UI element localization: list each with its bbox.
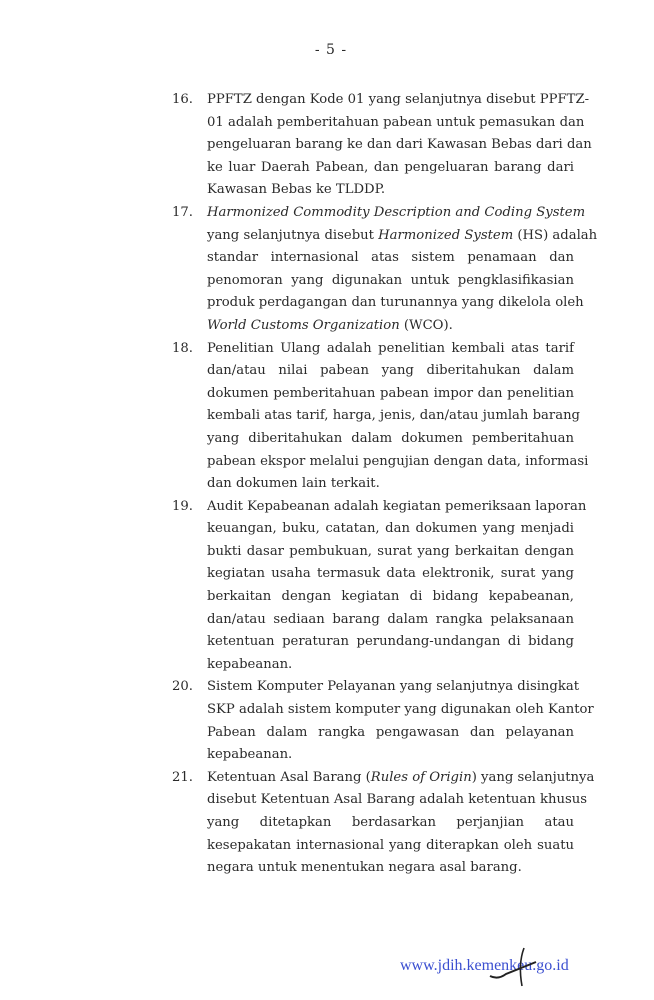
text-segment: Penelitian Ulang adalah penelitian kembali atas tarif (207, 340, 574, 356)
text-segment: kembali atas tarif, harga, jenis, dan/atau jumlah barang (207, 408, 581, 424)
definition-list (172, 89, 598, 880)
item-number: 19. (172, 498, 193, 514)
text-line (207, 270, 574, 293)
page-number: - 5 - (314, 42, 348, 58)
text-line (207, 315, 574, 338)
text-segment: PPFTZ dengan Kode 01 yang selanjutnya disebut PPFTZ- (207, 92, 590, 107)
list-item (172, 338, 589, 496)
text-segment: pabean ekspor melalui pengujian dengan data, informasi (207, 453, 589, 469)
text-segment: keuangan, buku, catatan, dan dokumen yang menjadi (207, 521, 574, 537)
text-line (207, 179, 574, 202)
text-segment: dan/atau sediaan barang dalam rangka pelaksanaan (207, 611, 574, 627)
text-segment: produk perdagangan dan turunannya yang dikelola oleh (207, 295, 584, 311)
signature-mark (488, 944, 548, 989)
text-segment: ke luar Daerah Pabean, dan pengeluaran barang dari (207, 159, 574, 175)
text-line (207, 857, 574, 880)
text-segment: Pabean dalam rangka pengawasan dan pelayanan (207, 724, 574, 740)
text-line (207, 338, 574, 361)
text-segment: ) yang selanjutnya (471, 769, 595, 785)
item-text (207, 496, 587, 677)
item-number: 18. (172, 340, 193, 356)
item-number: 17. (172, 204, 193, 220)
text-line (207, 812, 574, 835)
text-segment: pengeluaran barang ke dan dari Kawasan Bebas dari dan (207, 137, 592, 153)
text-line (207, 451, 589, 474)
list-item (172, 202, 598, 338)
text-line (207, 835, 574, 858)
text-line (207, 609, 574, 632)
text-line (207, 383, 574, 406)
text-line (207, 157, 574, 180)
text-segment: kesepakatan internasional yang diterapkan oleh suatu (207, 837, 574, 853)
text-line (207, 112, 585, 135)
text-segment: ketentuan peraturan perundang-undangan di bidang (207, 634, 574, 650)
text-line (207, 247, 574, 270)
item-text (207, 338, 589, 496)
item-text (207, 202, 598, 338)
text-line (207, 89, 590, 112)
text-line (207, 292, 584, 315)
text-segment: yang ditetapkan berdasarkan perjanjian atau (207, 815, 574, 830)
text-segment: SKP adalah sistem komputer yang digunakan oleh Kantor (207, 702, 594, 718)
text-line (207, 225, 598, 248)
text-segment: Kawasan Bebas ke TLDDP. (207, 182, 386, 198)
text-line (207, 518, 574, 541)
text-line (207, 360, 574, 383)
text-segment: bukti dasar pembukuan, surat yang berkaitan dengan (207, 543, 574, 559)
italic-term: Harmonized System (378, 227, 514, 243)
list-item (172, 496, 587, 677)
text-segment: Sistem Komputer Pelayanan yang selanjutnya disingkat (207, 679, 580, 695)
text-segment: negara untuk menentukan negara asal barang. (207, 860, 522, 876)
text-segment: dan dokumen lain terkait. (207, 476, 380, 492)
list-item (172, 676, 594, 766)
list-item (172, 767, 595, 880)
text-segment: kegiatan usaha termasuk data elektronik, surat yang (207, 566, 574, 582)
item-text (207, 676, 594, 766)
text-line (207, 699, 594, 722)
text-segment: (WCO). (399, 317, 453, 333)
item-number: 21. (172, 769, 193, 785)
italic-term: World Customs Organization (207, 317, 400, 333)
text-line (207, 541, 574, 564)
text-line (207, 676, 580, 699)
item-number: 16. (172, 92, 193, 107)
text-line (207, 744, 574, 767)
text-line (207, 134, 592, 157)
text-line (207, 428, 574, 451)
text-line (207, 405, 581, 428)
text-segment: berkaitan dengan kegiatan di bidang kepabeanan, (207, 589, 574, 605)
text-line (207, 631, 574, 654)
text-segment: dokumen pemberitahuan pabean impor dan penelitian (207, 385, 574, 401)
text-segment: kepabeanan. (207, 656, 293, 672)
text-line (207, 654, 574, 677)
item-text (207, 767, 595, 880)
text-line (207, 563, 574, 586)
text-segment: penomoran yang digunakan untuk pengklasifikasian (207, 272, 574, 288)
text-segment: Audit Kepabeanan adalah kegiatan pemeriksaan laporan (207, 498, 587, 514)
text-segment: 01 adalah pemberitahuan pabean untuk pemasukan dan (207, 114, 585, 130)
text-line (207, 789, 587, 812)
list-item (172, 89, 592, 202)
text-segment: standar internasional atas sistem penamaan dan (207, 250, 574, 266)
text-segment: dan/atau nilai pabean yang diberitahukan dalam (207, 363, 574, 379)
text-line (207, 202, 586, 225)
text-line (207, 586, 574, 609)
text-segment: (HS) adalah (513, 227, 598, 243)
text-segment: yang diberitahukan dalam dokumen pemberitahuan (207, 430, 574, 446)
text-segment: Ketentuan Asal Barang ( (207, 769, 371, 785)
text-segment: kepabeanan. (207, 747, 293, 763)
text-line (207, 767, 595, 790)
text-segment: yang selanjutnya disebut (207, 227, 379, 243)
text-line (207, 722, 574, 745)
footer-url[interactable]: www.jdih.kemenkeu.go.id (400, 957, 569, 974)
item-number: 20. (172, 679, 193, 695)
text-line (207, 496, 587, 519)
item-text (207, 89, 592, 202)
italic-term: Rules of Origin (370, 769, 472, 785)
italic-term: Harmonized Commodity Description and Coding System (207, 204, 586, 220)
text-segment: disebut Ketentuan Asal Barang adalah ketentuan khusus (207, 792, 587, 808)
text-line (207, 473, 574, 496)
